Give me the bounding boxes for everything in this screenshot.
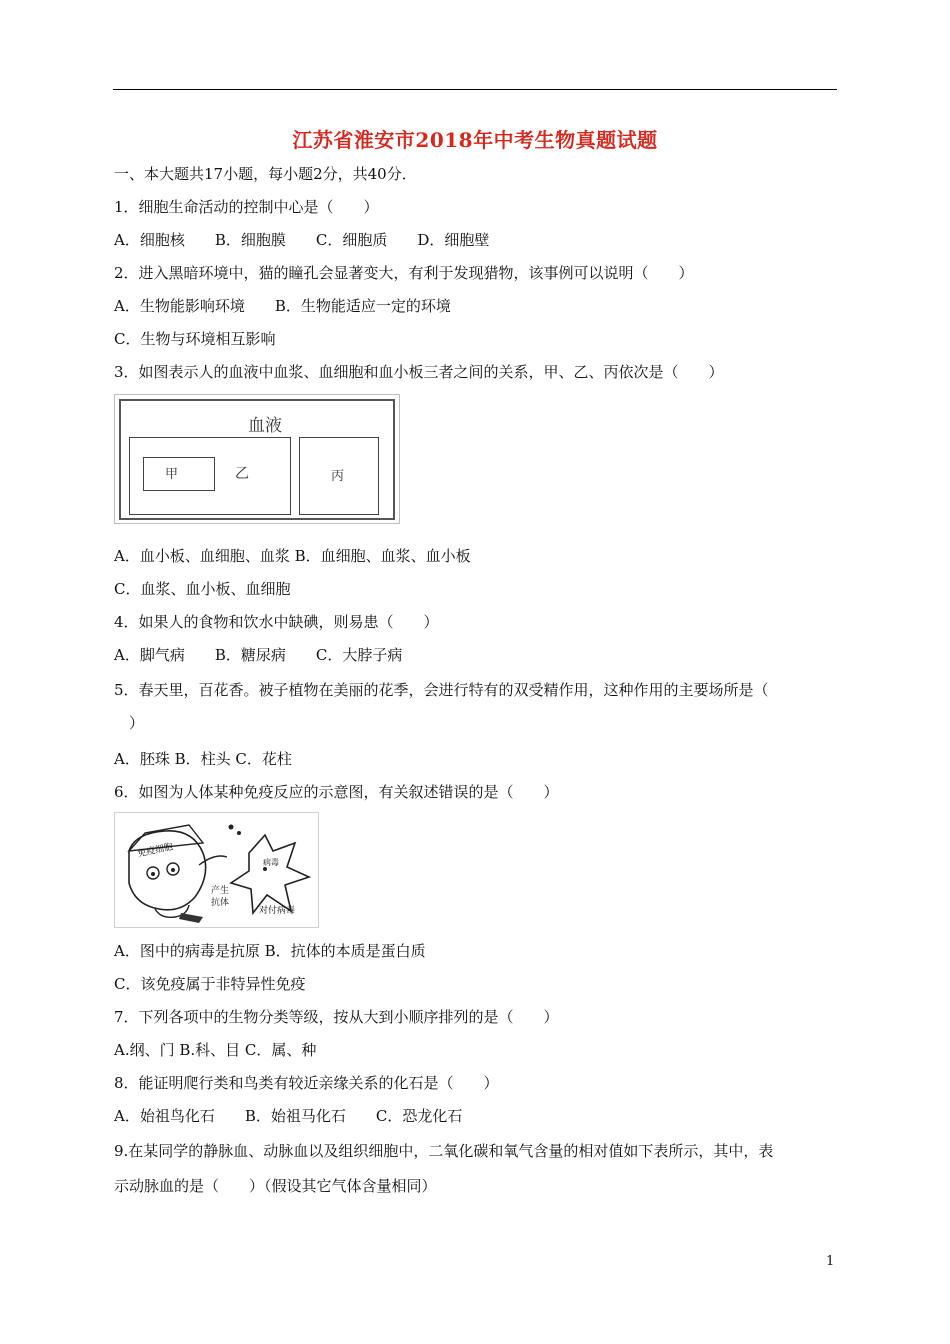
blood-composition-diagram: [114, 394, 400, 524]
question-6: 6．如图为人体某种免疫反应的示意图，有关叙述错误的是（ ）: [114, 783, 559, 801]
header-rule: [113, 89, 837, 90]
question-2-option-c: C．生物与环境相互影响: [114, 330, 276, 348]
jia-box: [143, 457, 215, 491]
question-9: 9.在某同学的静脉血、动脉血以及组织细胞中，二氧化碳和氧气含量的相对值如下表所示，其中，表: [114, 1142, 774, 1160]
yi-label: 乙: [235, 466, 249, 482]
question-3-option-c: C．血浆、血小板、血细胞: [114, 580, 291, 598]
question-8-options: A．始祖鸟化石 B．始祖马化石 C．恐龙化石: [114, 1107, 463, 1125]
question-9-cont: 示动脉血的是（ ）（假设其它气体含量相同）: [114, 1177, 437, 1195]
question-1: 1．细胞生命活动的控制中心是（ ）: [114, 198, 379, 216]
question-6-option-c: C．该免疫属于非特异性免疫: [114, 975, 306, 993]
question-2-options-ab: A．生物能影响环境 B．生物能适应一定的环境: [114, 297, 451, 315]
question-3-options-ab: A．血小板、血细胞、血浆 B．血细胞、血浆、血小板: [114, 547, 471, 565]
question-4-options: A．脚气病 B．糖尿病 C．大脖子病: [114, 646, 403, 664]
section-heading: 一、本大题共17小题，每小题2分，共40分．: [114, 165, 417, 183]
bing-label: 丙: [331, 469, 345, 484]
question-7-options: A.纲、门 B.科、目 C．属、种: [114, 1041, 317, 1059]
question-8: 8．能证明爬行类和鸟类有较近亲缘关系的化石是（ ）: [114, 1074, 499, 1092]
page-title: 江苏省淮安市2018年中考生物真题试题: [292, 128, 658, 152]
attack-label: 对付病毒: [259, 906, 296, 916]
blood-label: 血液: [248, 416, 282, 436]
question-2: 2．进入黑暗环境中，猫的瞳孔会显著变大，有利于发现猎物，该事例可以说明（ ）: [114, 264, 694, 282]
question-5-options: A．胚珠 B．柱头 C．花柱: [114, 750, 292, 768]
page-number: 1: [826, 1254, 835, 1269]
immune-cell-label: 免疫细胞: [136, 842, 174, 860]
question-5-cont: ）: [114, 714, 145, 732]
question-4: 4．如果人的食物和饮水中缺碘，则易患（ ）: [114, 613, 439, 631]
virus-label: 病毒: [263, 858, 279, 867]
question-1-options: A．细胞核 B．细胞膜 C．细胞质 D．细胞壁: [114, 231, 490, 249]
question-5: 5．春天里，百花香。被子植物在美丽的花季，会进行特有的双受精作用，这种作用的主要场所是（: [114, 681, 769, 699]
question-3: 3．如图表示人的血液中血浆、血细胞和血小板三者之间的关系，甲、乙、丙依次是（ ）: [114, 363, 724, 381]
question-7: 7．下列各项中的生物分类等级，按从大到小顺序排列的是（ ）: [114, 1008, 559, 1026]
antibody-label: 产生抗体: [211, 886, 230, 908]
immune-response-illustration: [114, 812, 319, 928]
question-6-options-ab: A．图中的病毒是抗原 B．抗体的本质是蛋白质: [114, 942, 426, 960]
jia-label: 甲: [165, 467, 179, 482]
